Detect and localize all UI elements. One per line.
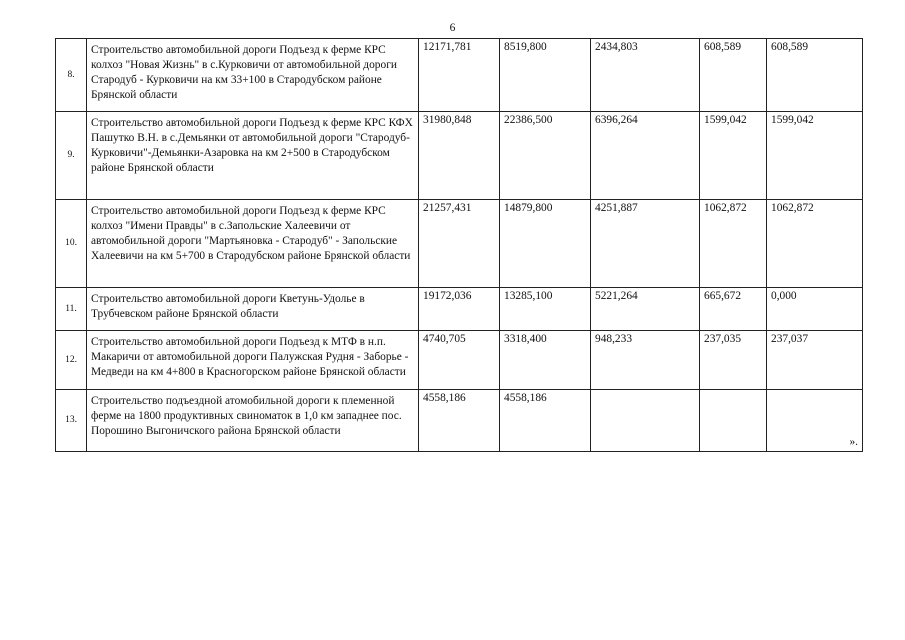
table-row	[56, 331, 863, 390]
row-number: 13.	[56, 390, 87, 452]
object-name: Строительство автомобильной дороги Подъезд к ферме КРС колхоз "Новая Жизнь" в с.Курковичи от автомобильной дороги Стародуб - Курковичи на км 33+100 в Стародубском районе Брянской области	[87, 39, 419, 112]
value-regional	[591, 390, 700, 452]
value-regional: 4251,887	[591, 200, 700, 288]
object-name: Строительство автомобильной дороги Подъезд к ферме КРС КФХ Пашутко В.Н. в с.Демьянки от автомобильной дороги "Стародуб-Курковичи"-Демьянки-Азаровка на км 2+500 в Стародубском районе Брянской области	[87, 112, 419, 200]
value-federal: 14879,800	[500, 200, 591, 288]
row-number: 10.	[56, 200, 87, 288]
value-local: 608,589	[700, 39, 767, 112]
value-total: 21257,431	[419, 200, 500, 288]
value-local: 665,672	[700, 288, 767, 331]
row-number: 9.	[56, 112, 87, 200]
object-name: Строительство подъездной атомобильной дороги к племенной ферме на 1800 продуктивных свиноматок в 1,0 км западнее пос. Порошино Выгоничского района Брянской области	[87, 390, 419, 452]
table-row	[56, 112, 863, 200]
table-row	[56, 200, 863, 288]
page-number: 6	[449, 22, 456, 34]
value-year: 1599,042	[767, 112, 863, 200]
value-federal: 13285,100	[500, 288, 591, 331]
value-total: 12171,781	[419, 39, 500, 112]
value-federal: 22386,500	[500, 112, 591, 200]
row-number: 8.	[56, 39, 87, 112]
value-year: 608,589	[767, 39, 863, 112]
value-federal: 8519,800	[500, 39, 591, 112]
value-local: 1599,042	[700, 112, 767, 200]
value-regional: 5221,264	[591, 288, 700, 331]
table-row	[56, 288, 863, 331]
value-regional: 2434,803	[591, 39, 700, 112]
value-federal: 4558,186	[500, 390, 591, 452]
value-regional: 948,233	[591, 331, 700, 390]
value-year: 1062,872	[767, 200, 863, 288]
object-name: Строительство автомобильной дороги Кветунь-Удолье в Трубчевском районе Брянской области	[87, 288, 419, 331]
row-number: 12.	[56, 331, 87, 390]
row-number: 11.	[56, 288, 87, 331]
value-total: 19172,036	[419, 288, 500, 331]
value-local: 237,035	[700, 331, 767, 390]
value-year-cell	[767, 390, 863, 452]
value-federal: 3318,400	[500, 331, 591, 390]
table-row	[56, 39, 863, 112]
value-local: 1062,872	[700, 200, 767, 288]
value-regional: 6396,264	[591, 112, 700, 200]
table-row	[56, 390, 863, 452]
investment-table	[55, 38, 863, 452]
closing-quote-mark: ».	[849, 436, 858, 448]
value-year: 0,000	[767, 288, 863, 331]
value-total: 31980,848	[419, 112, 500, 200]
value-total: 4558,186	[419, 390, 500, 452]
value-year: 237,037	[767, 331, 863, 390]
value-local	[700, 390, 767, 452]
value-total: 4740,705	[419, 331, 500, 390]
object-name: Строительство автомобильной дороги Подъезд к ферме КРС колхоз "Имени Правды" в с.Запольские Халеевичи от автомобильной дороги "Мартьяновка - Стародуб" - Запольские Халеевичи на км 5+700 в Стародубском районе Брянской области	[87, 200, 419, 288]
object-name: Строительство автомобильной дороги Подъезд к МТФ в н.п. Макаричи от автомобильной дороги Палужская Рудня - Заборье - Медведи на км 4+800 в Красногорском районе Брянской области	[87, 331, 419, 390]
